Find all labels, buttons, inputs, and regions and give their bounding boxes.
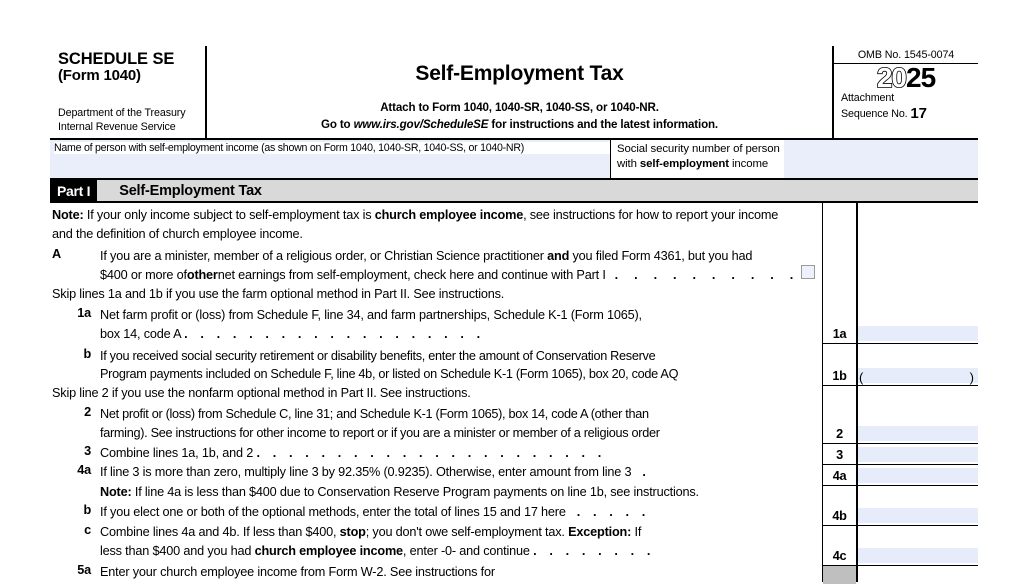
amount-label-2: 2 xyxy=(836,427,843,441)
line-1b-text-line-1: If you received social security retirement or disability benefits, enter the amount of Conservation Reserve xyxy=(100,348,656,363)
part-i-tag: Part I xyxy=(50,180,97,201)
attach-to-line: Attach to Form 1040, 1040-SR, 1040-SS, or 1040-NR. xyxy=(380,101,659,115)
line-a-number: A xyxy=(52,246,61,261)
line-4a-leader-dots: . xyxy=(642,465,651,480)
line-2-text-line-1: Net profit or (loss) from Schedule C, line 31; and Schedule K-1 (Form 1065), box 14, code A (other than xyxy=(100,406,649,421)
amount-input-3[interactable] xyxy=(858,447,979,462)
line-1a-text-line-1: Net farm profit or (loss) from Schedule F, line 34, and farm partnerships, Schedule K-1 (Form 1065), xyxy=(100,307,642,322)
line-a-pre: If you are a minister, member of a religious order, or Christian Science practitioner xyxy=(100,248,548,263)
sequence-label: Sequence No. xyxy=(841,107,911,120)
ssn-field-cell[interactable] xyxy=(611,140,978,178)
amount-block-3 xyxy=(823,444,978,465)
note-label: Note: xyxy=(52,208,84,222)
tax-year-century: 20 xyxy=(876,62,906,93)
name-field-cell[interactable] xyxy=(50,140,611,178)
irs-url[interactable]: www.irs.gov/ScheduleSE xyxy=(353,117,489,131)
line-a-mid: you filed Form 4361, but you had xyxy=(569,248,753,263)
ssn-field-label xyxy=(611,140,784,178)
goto-line xyxy=(207,117,832,133)
taxpayer-identity-row xyxy=(50,140,978,180)
amount-label-4a: 4a xyxy=(832,469,847,483)
line-5a-number: 5a xyxy=(77,563,91,578)
goto-prefix: Go to xyxy=(320,117,354,131)
part-i-header xyxy=(50,180,978,203)
amount-input-1a[interactable] xyxy=(858,326,979,341)
line-3-label: Combine lines 1a, 1b, and 2 xyxy=(100,445,257,460)
note-4a-spacer xyxy=(50,482,100,502)
note-4a-label: Note: xyxy=(100,485,132,500)
amount-input-2[interactable] xyxy=(858,426,979,441)
line-4b-label: If you elect one or both of the optional methods, enter the total of lines 15 and 17 here xyxy=(100,504,566,519)
line-4a-label: If line 3 is more than zero, multiply line 3 by 92.35% (0.9235). Otherwise, enter amount from line 3 xyxy=(100,465,632,480)
tax-year-year: 25 xyxy=(906,62,936,93)
paren-close-1b: ) xyxy=(969,370,974,385)
ssn-input[interactable] xyxy=(784,140,978,178)
line-4c-bold-stop: stop xyxy=(339,524,366,539)
header-right-block xyxy=(834,46,978,138)
amount-label-4b: 4b xyxy=(832,509,847,523)
note-4a-body: If line 4a is less than $400 due to Conservation Reserve Program payments on line 1b, see instructions. xyxy=(131,485,699,500)
amount-label-4c: 4c xyxy=(832,549,847,563)
form-body xyxy=(50,203,978,582)
amount-input-4c[interactable] xyxy=(858,548,979,563)
amount-column xyxy=(822,203,978,582)
line-3-leader-dots: . . . . . . . . . . . . . . . . . . . . . . xyxy=(256,445,606,460)
amount-block-4a xyxy=(823,465,978,486)
paren-open-1b: ( xyxy=(859,370,864,385)
sequence-number: 17 xyxy=(910,104,927,122)
department-line-2: Internal Revenue Service xyxy=(58,120,176,133)
line-a-bold-other: other xyxy=(186,268,218,283)
schedule-title: SCHEDULE SE xyxy=(58,50,175,68)
amount-input-4b[interactable] xyxy=(858,508,979,523)
line-1a-line2: box 14, code A xyxy=(100,326,185,341)
amount-block-1a xyxy=(823,304,978,344)
line-2-number: 2 xyxy=(84,404,91,419)
amount-label-3: 3 xyxy=(836,448,843,462)
line-1a-number: 1a xyxy=(77,305,91,320)
line-a-line2-pre: $400 or more of xyxy=(100,268,187,283)
note-text-post: , see instructions for how to report your income xyxy=(523,208,779,222)
header-instructions xyxy=(207,100,832,133)
omb-number: OMB No. 1545-0074 xyxy=(834,46,978,64)
note-line-2: and the definition of church employee income. xyxy=(52,226,303,241)
line-4a-number: 4a xyxy=(77,463,91,478)
ssn-label-post: income xyxy=(728,157,769,170)
line-4b-leader-dots: . . . . . xyxy=(576,504,650,519)
line-4c-text-line-1: Combine lines 4a and 4b. If less than $400, stop; you don't owe self-employment tax. Exception: If xyxy=(100,524,642,539)
line-4c-bold-church: church employee income xyxy=(254,543,403,558)
amount-label-1a: 1a xyxy=(832,327,847,341)
sequence-line xyxy=(841,105,978,123)
line-a-bold-and: and xyxy=(547,248,570,263)
line-a-line2-post: net earnings from self-employment, check here and continue with Part I xyxy=(217,268,606,283)
tax-year-digits xyxy=(876,62,936,93)
note-bold-church: church employee income xyxy=(374,208,524,222)
tax-year xyxy=(834,64,978,92)
ssn-label-pre: with xyxy=(617,157,640,170)
skip-line-2-note: Skip line 2 if you use the nonfarm optional method in Part II. See instructions. xyxy=(52,386,471,401)
department-block xyxy=(58,107,186,134)
note-text-pre: If your only income subject to self-employment tax is xyxy=(83,208,375,222)
ssn-label-line-2 xyxy=(617,157,780,172)
department-line-1: Department of the Treasury xyxy=(58,107,186,120)
schedule-subtitle: (Form 1040) xyxy=(58,67,141,85)
ssn-label-line-1: Social security number of person xyxy=(617,143,780,155)
amount-block-4b xyxy=(823,486,978,526)
line-a-leader-dots: . . . . . . . . . . xyxy=(614,268,800,283)
attachment-sequence xyxy=(834,92,978,122)
amount-label-1b: 1b xyxy=(832,369,847,383)
line-a-checkbox[interactable] xyxy=(801,265,815,279)
amount-input-4a[interactable] xyxy=(858,468,979,483)
line-4c-text-line-2: less than $400 and you had church employee income, enter -0- and continue . . . . . . . . xyxy=(100,543,656,558)
name-field-label: Name of person with self-employment income (as shown on Form 1040, 1040-SR, 1040-SS, or 1040-NR) xyxy=(54,142,610,154)
amount-block-2 xyxy=(823,386,978,444)
line-4c-bold-exception: Exception: xyxy=(568,524,632,539)
amount-block-1b xyxy=(823,344,978,386)
amount-input-1b[interactable] xyxy=(858,368,979,383)
skip-lines-1a-1b-note: Skip lines 1a and 1b if you use the farm optional method in Part II. See instructions. xyxy=(52,287,505,302)
schedule-se-form xyxy=(50,46,978,582)
amount-stub-5a xyxy=(823,566,856,584)
line-3-number: 3 xyxy=(84,443,91,458)
form-header xyxy=(50,46,978,140)
line-2-text-line-2: farming). See instructions for other income to report or if you are a minister or member of a religious order xyxy=(100,425,660,440)
header-title-block xyxy=(207,46,834,138)
part-i-title: Self-Employment Tax xyxy=(119,182,262,199)
attachment-label: Attachment xyxy=(841,92,895,104)
line-4c-leader-dots: . . . . . . . . xyxy=(533,543,656,558)
line-1b-text-line-2: Program payments included on Schedule F, line 4b, or listed on Schedule K-1 (Form 1065), box 20, code AQ xyxy=(100,367,679,382)
line-5a-text: Enter your church employee income from Form W-2. See instructions for xyxy=(100,565,495,580)
line-4b-number: b xyxy=(83,502,91,517)
form-title: Self-Employment Tax xyxy=(415,62,624,85)
header-left-block xyxy=(50,46,207,138)
line-4c-number: c xyxy=(84,522,91,537)
line-1a-leader-dots: . . . . . . . . . . . . . . . . . . . xyxy=(184,326,485,341)
ssn-label-bold: self-employment xyxy=(639,157,729,170)
line-1b-number: b xyxy=(83,346,91,361)
amount-block-4c xyxy=(823,526,978,566)
goto-suffix: for instructions and the latest information. xyxy=(488,117,719,131)
